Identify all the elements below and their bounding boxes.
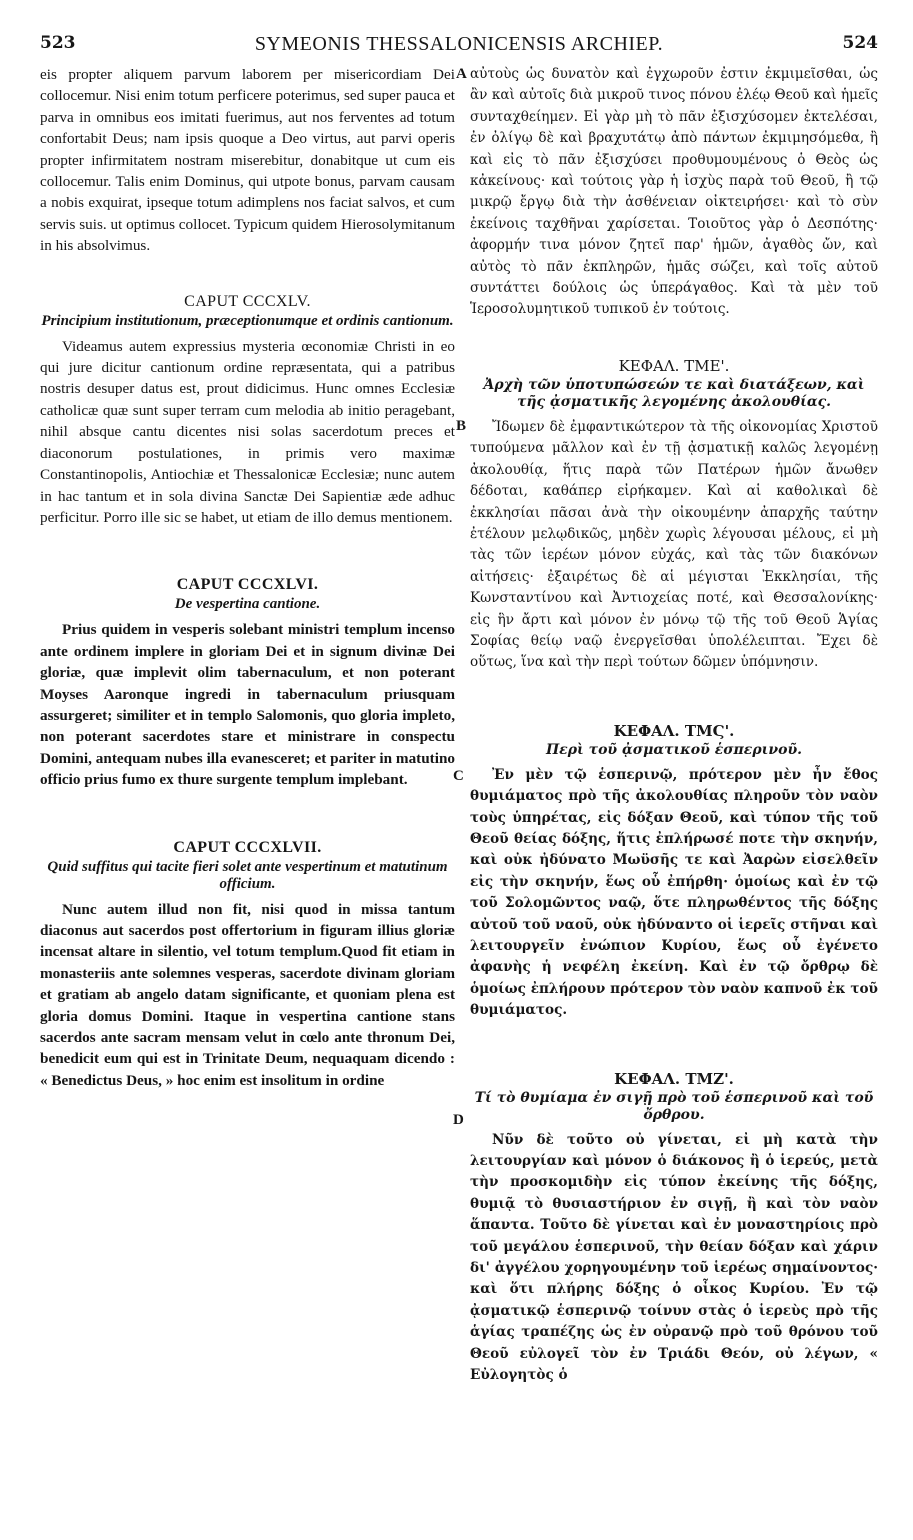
latin-chapter-heading-345: CAPUT CCCXLV.	[184, 292, 311, 310]
latin-paragraph-intro: eis propter aliquem parvum laborem per misericordiam Dei collocemur. Nisi enim totum perficere poterimus, sed super pauca et parva in omnibus eos imitati fuerimus, aut nos ferventes ad totum confortabit Deus; nam ipsis quoque a Deo virtus, aut parvi operis propter infirmitatem nostram miserebitur, donabitque ut cum eis collocemur. Talis enim Dominus, qui utpote bonus, parvam causam a nobis exquirat, ipseque totum adimplens nos faciat salvos, et cum servis suis. ut optimus collocet. Typicum quidem Hierosolymitanum in his absolvimus.	[40, 66, 456, 255]
greek-chapter-subtitle-347: Τί τὸ θυμίαμα ἐν σιγῇ πρὸ τοῦ ἑσπερινοῦ καὶ τοῦ ὄρθρου.	[474, 1089, 874, 1123]
latin-chapter-heading-347: CAPUT CCCXLVII.	[173, 838, 322, 856]
greek-chapter-subtitle-346: Περὶ τοῦ ᾀσματικοῦ ἑσπερινοῦ.	[545, 741, 803, 758]
greek-paragraph-345: Ἴδωμεν δὲ ἐμφαντικώτερον τὰ τῆς οἰκονομίας Χριστοῦ τυπούμενα μᾶλλον καὶ ἐν τῇ ᾀσματικῇ καλῶς λεγομένῃ ἀκολουθίᾳ, ἥτις παρὰ τῶν Πατέρων ἡμῶν ἄνωθεν δέδοται, καθάπερ εἰρήκαμεν. Καὶ αἱ καθολικαὶ δὲ ἐκκλησίαι πᾶσαι ἀνὰ τὴν οἰκουμένην ἀπαρχῆς ταύτην ἐτέλουν μελῳδικῶς, μηδὲν χωρὶς λέγουσαι μέλους, εἰ μὴ τὰς τῶν ἱερέων μόνον εὐχάς, καὶ τὰς τῶν διακόνων αἰτήσεις· ἐξαιρέτως δὲ αἱ μέγισται Ἐκκλησίαι, τῆς Κωνσταντίνου καὶ Ἀντιοχείας ποτέ, καὶ Θεσσαλονίκης· εἰς ἣν ἄρτι καὶ μόνον ἐν μόνῳ τῷ τῆς τοῦ Θεοῦ Ἁγίας Σοφίας θείῳ ναῷ ἐνεργεῖσθαι ὑπολέλειπται. Ἔχει δὲ οὕτως, ἵνα καὶ τὴν περὶ τούτων δῶμεν ὑπόμνησιν.	[470, 418, 878, 671]
margin-letter-c: C	[453, 768, 464, 784]
page-number-left: 523	[40, 33, 76, 53]
greek-chapter-heading-347: ΚΕΦΑΛ. ΤΜΖ'.	[614, 1069, 734, 1088]
latin-chapter-subtitle-346: De vespertina cantione.	[174, 596, 321, 613]
latin-column	[40, 64, 455, 1091]
latin-paragraph-345: Videamus autem expressius mysteria œconomiæ Christi in eo qui jure dicitur cantionum ordine repræsentata, qui a patribus nostris desuper datus est, prout didicimus. Hunc omnes Ecclesiæ catholicæ quæ sunt super terram cum melodia ab initio peragebant, nihil absque cantu dicentes nisi solas sacerdotum preces et diaconorum postulationes, in primis vero maximæ Constantinopolis, Antiochiæ et Thessalonicæ Ecclesiæ; nunc autem in hac tantum et in sola divina Sanctæ Dei Sapientiæ æde adhuc perficitur. Porro ille sic se habet, ut etiam de illo demus mentionem.	[40, 337, 455, 526]
latin-chapter-subtitle-345: Principium institutionum, præceptionumque et ordinis cantionum.	[41, 312, 454, 329]
latin-chapter-subtitle-347: Quid suffitus qui tacite fieri solet ante vespertinum et matutinum officium.	[47, 858, 448, 892]
running-title: SYMEONIS THESSALONICENSIS ARCHIEP.	[254, 33, 664, 55]
latin-paragraph-346: Prius quidem in vesperis solebant ministri templum incenso ante ordinem implere in gloriam Dei et in signum divinæ Dei gloriæ, quæ implevit olim tabernaculum, et non poterant Moyses Aaronque ingredi in tabernaculum priusquam assurgeret; similiter et in templo Salomonis, quo gloria impleto, non poterant sacerdotes stare et ministrare in conspectu Domini, antequam nubes illa evanesceret; et pariter in matutino officio prius fumo ex thure surgente templum implebant.	[40, 621, 455, 789]
margin-letter-b: B	[456, 418, 467, 434]
greek-paragraph-346: Ἐν μὲν τῷ ἑσπερινῷ, πρότερον μὲν ἦν ἔθος θυμιάματος πρὸ τῆς ἀκολουθίας πληροῦν τὸν ναὸν τοὺς ὑπηρέτας, εἰς δόξαν Θεοῦ, καὶ τύπον τῆς τοῦ Θεοῦ θείας δόξης, ἥτις ἐπλήρωσέ ποτε τὴν σκηνήν, καὶ οὐκ ἠδύνατο Μωϋσῆς τε καὶ Ἀαρὼν εἰσελθεῖν εἰς τὴν σκηνήν, ἕως οὗ ἐπήρθη· ὁμοίως καὶ ἐν τῷ τοῦ Σολομῶντος ναῷ, ὅτε πληρωθέντος τῆς δόξης αὐτοῦ τοῦ ναοῦ, οὐκ ἠδύναντο οἱ ἱερεῖς στῆναι καὶ λειτουργεῖν ἐνώπιον Κυρίου, ἕως οὗ ἐγένετο ἀφανὴς ἡ νεφέλη ἐκείνη. Καὶ ἐν τῷ ὄρθρῳ δὲ ὁμοίως ἐπλήρουν πρότερον τὸν ναὸν καπνοῦ ἐκ τοῦ θυμιάματος.	[470, 766, 878, 1019]
margin-letter-d: D	[453, 1112, 464, 1128]
page-number-right: 524	[842, 33, 878, 53]
margin-letter-a: A	[456, 66, 467, 82]
greek-chapter-subtitle-345: Ἀρχὴ τῶν ὑποτυπώσεών τε καὶ διατάξεων, καὶ τῆς ᾀσματικῆς λεγομένης ἀκολουθίας.	[483, 376, 865, 410]
greek-chapter-heading-345: ΚΕΦΑΛ. ΤΜΕ'.	[618, 356, 730, 375]
latin-chapter-heading-346: CAPUT CCCXLVI.	[176, 576, 319, 594]
greek-paragraph-intro: αὐτοὺς ὡς δυνατὸν καὶ ἐγχωροῦν ἐστιν ἐκμιμεῖσθαι, ὡς ἂν καὶ αὐτοῖς διὰ μικροῦ τινος πόνου ἐλέῳ Θεοῦ καὶ ἡμεῖς συνταχθείημεν. Εἰ γὰρ μὴ τὸ πᾶν ἐξισχύσομεν ἐκτελέσαι, ἐν ὀλίγῳ δὲ καὶ βραχυτάτῳ ἀπὸ πάντων ἐκμιμησόμεθα, ἢ καὶ εἰς τὸ πᾶν ἐξισχύσει προθυμουμένους ὁ Θεὸς ὡς κἀκείνους· καὶ τούτοις γὰρ ἡ ἰσχὺς παρὰ τοῦ Θεοῦ, ἢ τῷ μικρῷ ἔργῳ διὰ τὴν ἀσθένειαν οἰκτειρήσει· καὶ τὸ σὺν ἐκείνοις ταχθῆναι χαρίσεται. Τοιοῦτος γὰρ ὁ Δεσπότης· ἀφορμήν τινα μόνον ζητεῖ παρ' ἡμῶν, ἀγαθὸς ὤν, καὶ αὐτὸς τὸ πᾶν ἐκπληρῶν, ἡμᾶς σώζει, καὶ τοῖς αὐτοῦ συντάττει δούλοις ὡς ὑπεράγαθος. Καὶ τὰ μὲν τοῦ Ἱεροσολυμητικοῦ τυπικοῦ ἐν τούτοις.	[470, 66, 878, 318]
greek-column	[470, 64, 878, 1387]
greek-paragraph-347: Νῦν δὲ τοῦτο οὐ γίνεται, εἰ μὴ κατὰ τὴν λειτουργίαν καὶ μόνον ὁ διάκονος ἢ ὁ ἱερεύς, μετὰ τὴν προσκομιδὴν εἰς τύπον ἐκείνης τῆς δόξης, θυμιᾷ τὸ θυσιαστήριον ἐν σιγῇ, ἢ καὶ τὸν ναὸν ἅπαντα. Τοῦτο δὲ γίνεται καὶ ἐν μοναστηρίοις πρὸ τοῦ μεγάλου ἑσπερινοῦ, τὴν θείαν δόξαν καὶ χάριν δι' ἀγγέλου χορηγουμένην τοῦ ἱερέως σημαίνοντος· καὶ ὅτι πλήρης δόξης ὁ οἶκος Κυρίου. Ἐν τῷ ᾀσματικῷ ἑσπερινῷ τοίνυν στὰς ὁ ἱερεὺς πρὸ τῆς ἁγίας τραπέζης ὡς ἐν οὐρανῷ πρὸ τοῦ θρόνου τοῦ Θεοῦ εὐλογεῖ τὸν ἐν Τριάδι Θεόν, οὐ λέγων, « Εὐλογητὸς ὁ	[470, 1131, 878, 1384]
running-header	[40, 33, 878, 63]
latin-paragraph-347: Nunc autem illud non fit, nisi quod in missa tantum diaconus aut sacerdos post offertorium in figuram illius gloriæ incensat altare in silentio, vel totum templum.Quod fit etiam in monasteriis ante solemnes vesperas, sacerdote divinam gloriam et gratiam ab angelo datam significante, et quoniam plena est gloria domus Domini. Itaque in vespertina cantione stans sacerdos ante sacram mensam velut in cœlo ante thronum Dei, benedicit eum qui est in Trinitate Deum, nequaquam dicendo : « Benedictus Deus, » hoc enim est insolitum in ordine	[40, 900, 455, 1089]
greek-chapter-heading-346: ΚΕΦΑΛ. ΤΜϚ'.	[613, 721, 735, 740]
